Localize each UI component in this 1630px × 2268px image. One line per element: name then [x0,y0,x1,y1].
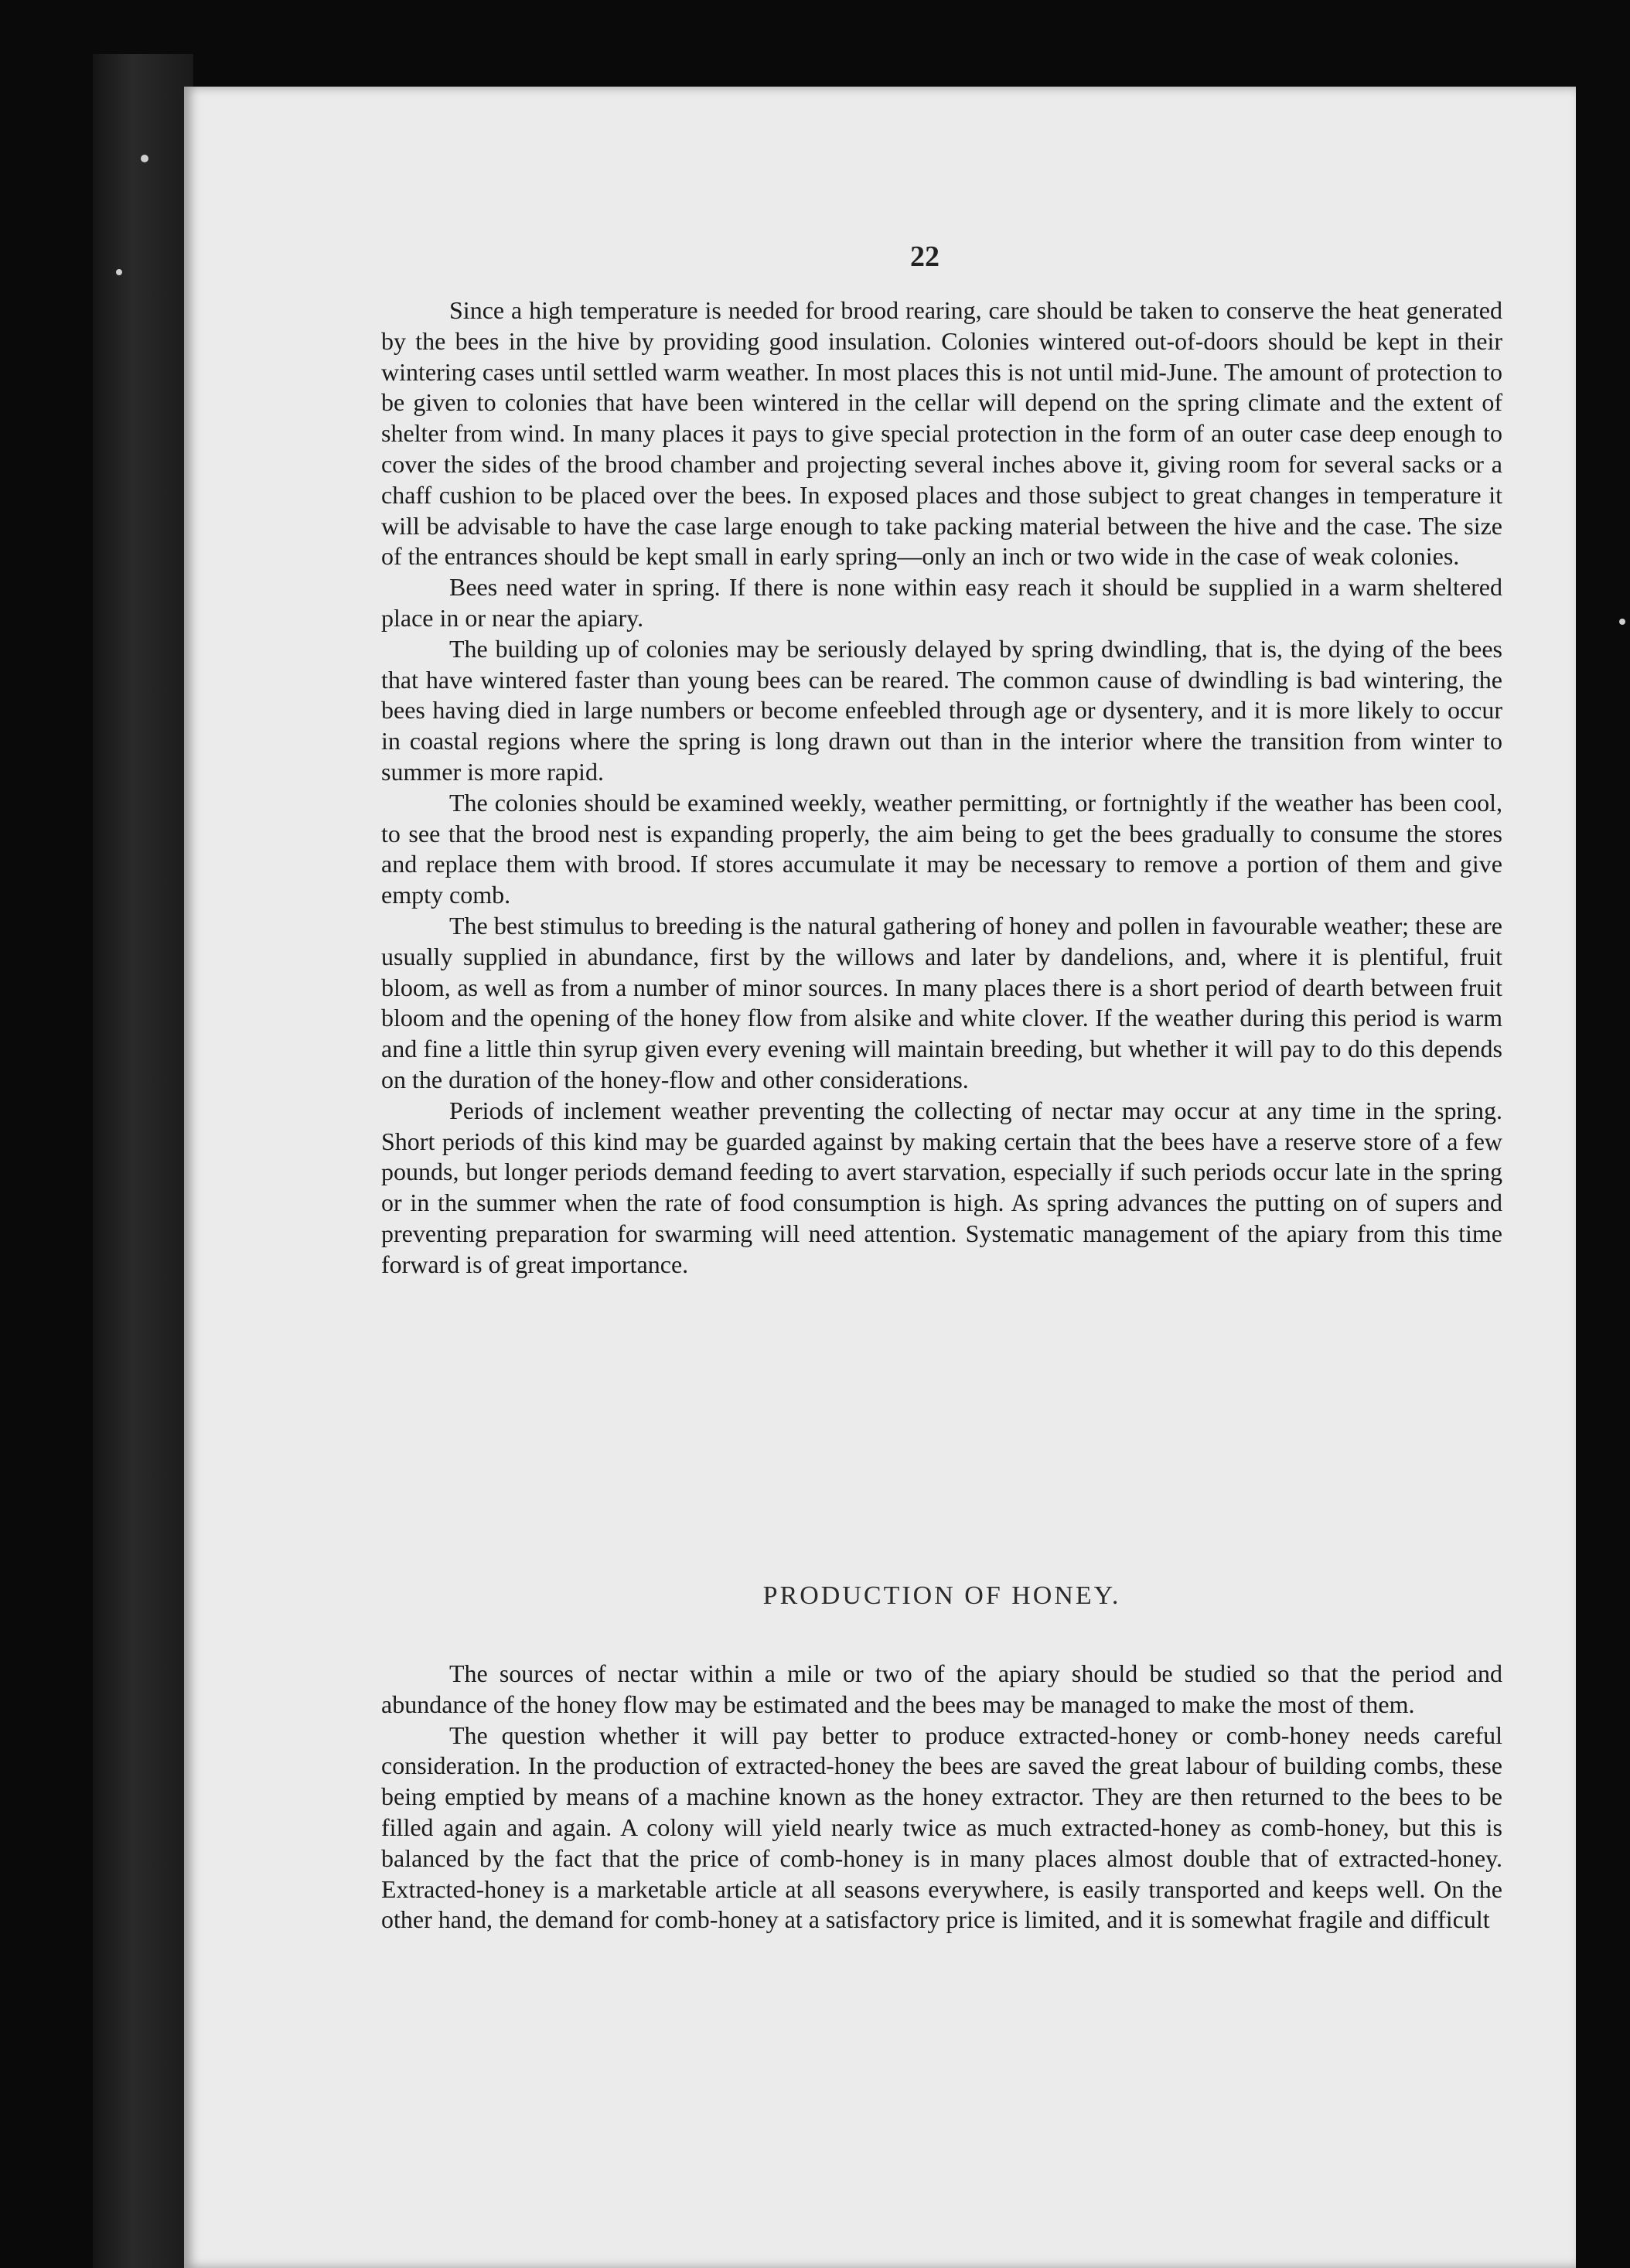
body-text [381,295,1502,1281]
paragraph: Since a high temperature is needed for brood rearing, care should be taken to conserve the heat generated by the bees in the hive by providing good insulation. Colonies wintered out-of-doors should be kept in their wintering cases until settled warm weather. In most places this is not until mid-June. The amount of protection to be given to colonies that have been wintered in the cellar will depend on the spring climate and the extent of shelter from wind. In many places it pays to give special protection in the form of an outer case deep enough to cover the sides of the brood chamber and projecting several inches above it, giving room for several sacks or a chaff cushion to be placed over the bees. In exposed places and those subject to great changes in temperature it will be advisable to have the case large enough to take packing material between the hive and the case. The size of the entrances should be kept small in early spring—only an inch or two wide in the case of weak colonies. [381,296,1502,571]
page-number: 22 [910,240,939,273]
paragraph: The sources of nectar within a mile or two of the apiary should be studied so that the period and abundance of the honey flow may be estimated and the bees may be managed to make the most of them. [381,1659,1502,1718]
paragraph: The best stimulus to breeding is the natural gathering of honey and pollen in favourable weather; these are usually supplied in abundance, first by the willows and later by dandelions, and, where it is plentiful, fruit bloom, as well as from a number of minor sources. In many places there is a short period of dearth between fruit bloom and the opening of the honey flow from alsike and white clover. If the weather during this period is warm and fine a little thin syrup given every evening will maintain breeding, but whether it will pay to do this depends on the duration of the honey-flow and other considerations. [381,911,1502,1093]
paragraph: Periods of inclement weather preventing the collecting of nectar may occur at any time in the spring. Short periods of this kind may be guarded against by making certain that the bees have a reserve store of a few pounds, but longer periods demand feeding to avert starvation, especially if such periods occur late in the spring or in the summer when the rate of food consumption is high. As spring advances the putting on of supers and preventing preparation for swarming will need attention. Systematic management of the apiary from this time forward is of great importance. [381,1096,1502,1278]
margin-speck [116,269,122,275]
section-body-text [381,1659,1502,1935]
book-spine-shadow [93,54,193,2268]
margin-speck [141,155,148,162]
paragraph: The colonies should be examined weekly, weather permitting, or fortnightly if the weather has been cool, to see that the brood nest is expanding properly, the aim being to get the bees gradually to consume the stores and replace them with brood. If stores accumulate it may be necessary to remove a portion of them and give empty comb. [381,788,1502,909]
margin-speck [1619,619,1625,625]
paragraph: The question whether it will pay better to produce extracted-honey or comb-honey needs careful consideration. In the production of extracted-honey the bees are saved the great labour of building combs, these being emptied by means of a machine known as the honey extractor. They are then returned to the bees to be filled again and again. A colony will yield nearly twice as much extracted-honey as comb-honey, but this is balanced by the fact that the price of comb-honey is in many places almost double that of extracted-honey. Extracted-honey is a marketable article at all seasons everywhere, is easily transported and keeps well. On the other hand, the demand for comb-honey at a satisfactory price is limited, and it is somewhat fragile and difficult [381,1721,1502,1934]
section-heading: PRODUCTION OF HONEY. [762,1581,1121,1610]
paragraph: Bees need water in spring. If there is none within easy reach it should be supplied in a warm sheltered place in or near the apiary. [381,573,1502,632]
paragraph: The building up of colonies may be seriously delayed by spring dwindling, that is, the dying of the bees that have wintered faster than young bees can be reared. The common cause of dwindling is bad wintering, the bees having died in large numbers or become enfeebled through age or dysentery, and it is more likely to occur in coastal regions where the spring is long drawn out than in the interior where the transition from winter to summer is more rapid. [381,634,1502,786]
